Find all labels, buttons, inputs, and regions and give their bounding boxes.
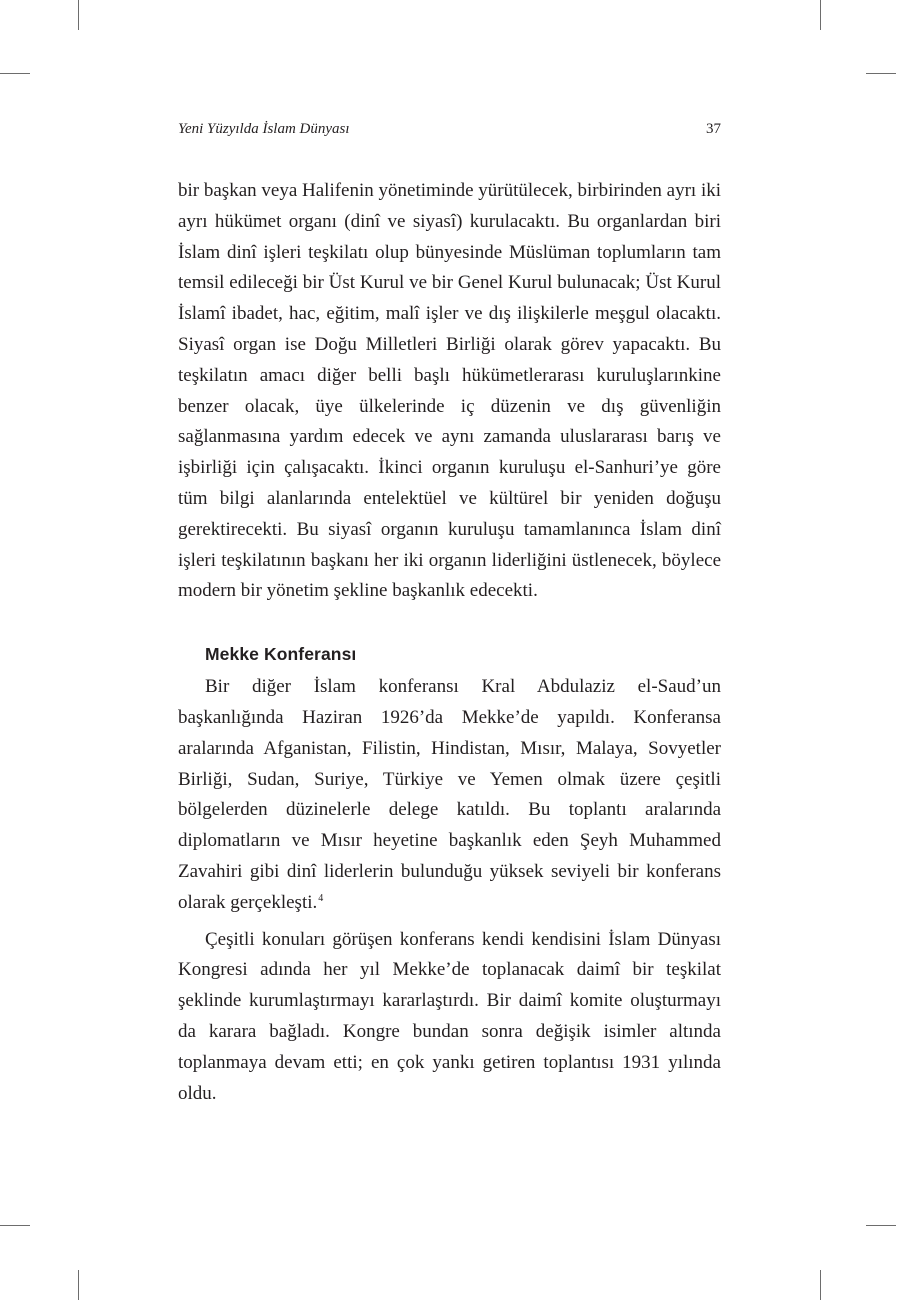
crop-mark-bottom-right [820, 1270, 821, 1300]
crop-mark-right-lower [866, 1225, 896, 1226]
crop-mark-right-upper [866, 73, 896, 74]
running-header [178, 121, 721, 145]
crop-mark-left-upper [0, 73, 30, 74]
page-number: 37 [706, 121, 721, 137]
crop-mark-left-lower [0, 1225, 30, 1226]
running-title: Yeni Yüzyılda İslam Dünyası [178, 121, 350, 137]
paragraph-mekke-conference [178, 672, 721, 918]
crop-mark-top-right [820, 0, 821, 30]
paragraph-islam-world-congress: Çeşitli konuları görüşen konferans kendi kendisini İslam Dünyası Kongresi adında her yıl Mekke’de toplanacak daimî bir teşkilat şeklinde kurumlaştırmayı kararlaştırdı. Bir daimî komite oluşturmayı da karara bağladı. Kongre bundan sonra değişik isimler altında toplanmaya devam etti; en çok yankı getiren toplantısı 1931 yılında oldu. [178, 928, 721, 1104]
crop-mark-top-left [78, 0, 79, 30]
footnote-reference: 4 [318, 892, 324, 904]
paragraph-continued: bir başkan veya Halifenin yönetiminde yürütülecek, birbirinden ayrı iki ayrı hükümet organı (dinî ve siyasî) kurulacaktı. Bu organlardan biri İslam dinî işleri teşkilatı olup bünyesinde Müslüman toplumların tam temsil edileceği bir Üst Kurul ve bir Genel Kurul bulunacak; Üst Kurul İslamî ibadet, hac, eğitim, malî işler ve dış ilişkilerle meşgul olacaktı. Siyasî organ ise Doğu Milletleri Birliği olarak görev yapacaktı. Bu teşkilatın amacı diğer belli başlı hükümetlerarası kuruluşlarınkine benzer olacak, üye ülkelerinde iç düzenin ve dış güvenliğin sağlanmasına yardım edecek ve aynı zamanda uluslararası barış ve işbirliği için çalışacaktı. İkinci organın kuruluşu el-Sanhuri’ye göre tüm bilgi alanlarında entelektüel ve kültürel bir yeniden doğuşu gerektirecekti. Bu siyasî organın kuruluşu tamamlanınca İslam dinî işleri teşkilatının başkanı her iki organın liderliğini üstlenecek, böylece modern bir yönetim şekline başkanlık edecekti. [178, 180, 721, 602]
body-text [178, 176, 721, 1109]
section-heading: Mekke Konferansı [205, 644, 357, 665]
paragraph-mekke-text: Bir diğer İslam konferansı Kral Abdulaziz el-Saud’un başkanlığında Haziran 1926’da Mekke’de yapıldı. Konferansa aralarında Afganistan, Filistin, Hindistan, Mısır, Malaya, Sovyetler Birliği, Sudan, Suriye, Türkiye ve Yemen olmak üzere çeşitli bölgelerden düzinelerle delege katıldı. Bu toplantı aralarında diplomatların ve Mısır heyetine başkanlık eden Şeyh Muhammed Zavahiri gibi dinî liderlerin bulunduğu yüksek seviyeli bir konferans olarak gerçekleşti. [178, 676, 721, 913]
crop-mark-bottom-left [78, 1270, 79, 1300]
